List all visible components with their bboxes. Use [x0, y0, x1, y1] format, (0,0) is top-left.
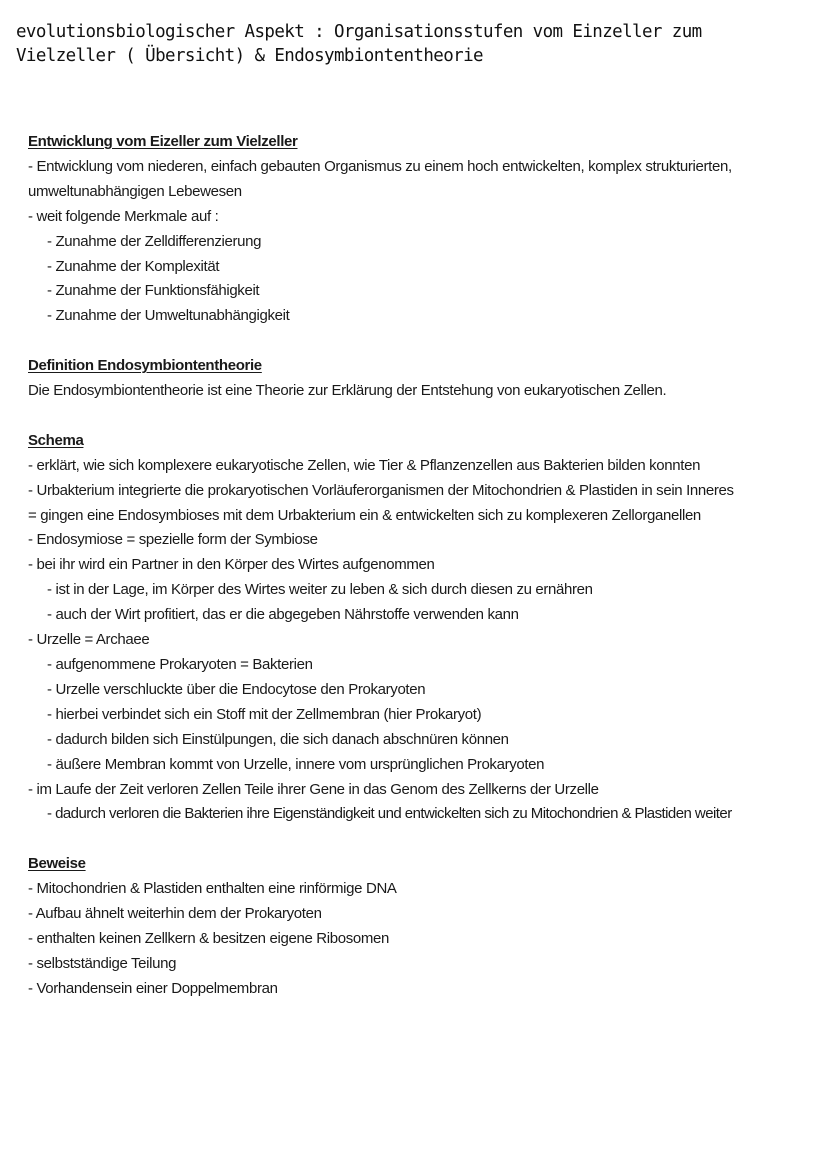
list-item: - weit folgende Merkmale auf :	[28, 207, 219, 225]
section-schema	[28, 429, 818, 828]
list-item: - Zunahme der Umweltunabhängigkeit	[47, 307, 290, 325]
page-title-line-2: Vielzeller ( Übersicht) & Endosymbiontentheorie	[16, 46, 483, 66]
section-heading-beweise: Beweise	[28, 855, 86, 873]
list-item: = gingen eine Endosymbioses mit dem Urbakterium ein & entwickelten sich zu komplexeren Zellorganellen	[28, 506, 701, 524]
section-heading-definition: Definition Endosymbiontentheorie	[28, 357, 262, 375]
section-heading-schema: Schema	[28, 431, 84, 449]
list-item: - enthalten keinen Zellkern & besitzen eigene Ribosomen	[28, 929, 389, 947]
list-item: - bei ihr wird ein Partner in den Körper des Wirtes aufgenommen	[28, 556, 435, 574]
list-item: - Urzelle verschluckte über die Endocytose den Prokaryoten	[47, 680, 426, 698]
section-entwicklung	[28, 130, 818, 329]
list-item: - Vorhandensein einer Doppelmembran	[28, 979, 278, 997]
list-item: - ist in der Lage, im Körper des Wirtes weiter zu leben & sich durch diesen zu ernähren	[47, 581, 593, 599]
list-item: - im Laufe der Zeit verloren Zellen Teile ihrer Gene in das Genom des Zellkerns der Urzelle	[28, 780, 599, 798]
list-item: - Entwicklung vom niederen, einfach gebauten Organismus zu einem hoch entwickelten, komplex strukturierten, umweltunabhängigen Lebewesen	[28, 157, 732, 200]
list-item: - Endosymiose = spezielle form der Symbiose	[28, 531, 318, 549]
list-item: - erklärt, wie sich komplexere eukaryotische Zellen, wie Tier & Pflanzenzellen aus Bakterien bilden konnten	[28, 456, 701, 474]
page-title	[16, 20, 816, 68]
paragraph: Die Endosymbiontentheorie ist eine Theorie zur Erklärung der Entstehung von eukaryotischen Zellen.	[28, 382, 667, 400]
list-item: - äußere Membran kommt von Urzelle, innere vom ursprünglichen Prokaryoten	[47, 755, 545, 773]
list-item: - Aufbau ähnelt weiterhin dem der Prokaryoten	[28, 905, 322, 923]
document-body	[28, 130, 818, 1027]
section-heading-entwicklung: Entwicklung vom Eizeller zum Vielzeller	[28, 133, 298, 150]
list-item: - auch der Wirt profitiert, das er die abgegeben Nährstoffe verwenden kann	[47, 606, 519, 624]
section-definition	[28, 354, 818, 404]
section-beweise	[28, 852, 818, 1001]
page-title-line-1: evolutionsbiologischer Aspekt : Organisationsstufen vom Einzeller zum	[16, 22, 702, 42]
list-item: - Urzelle = Archaee	[28, 631, 150, 649]
list-item: - Zunahme der Komplexität	[47, 257, 220, 275]
list-item: - Urbakterium integrierte die prokaryotischen Vorläuferorganismen der Mitochondrien & Plastiden in sein Inneres	[28, 481, 734, 499]
list-item: - Zunahme der Zelldifferenzierung	[47, 232, 262, 250]
list-item: - Mitochondrien & Plastiden enthalten eine rinförmige DNA	[28, 880, 397, 898]
list-item: - dadurch verloren die Bakterien ihre Eigenständigkeit und entwickelten sich zu Mitochondrien & Plastiden weiter	[47, 805, 732, 823]
list-item: - hierbei verbindet sich ein Stoff mit der Zellmembran (hier Prokaryot)	[47, 705, 482, 723]
list-item: - Zunahme der Funktionsfähigkeit	[47, 282, 260, 300]
list-item: - dadurch bilden sich Einstülpungen, die sich danach abschnüren können	[47, 730, 509, 748]
list-item: - selbstständige Teilung	[28, 954, 177, 972]
list-item: - aufgenommene Prokaryoten = Bakterien	[47, 656, 313, 673]
